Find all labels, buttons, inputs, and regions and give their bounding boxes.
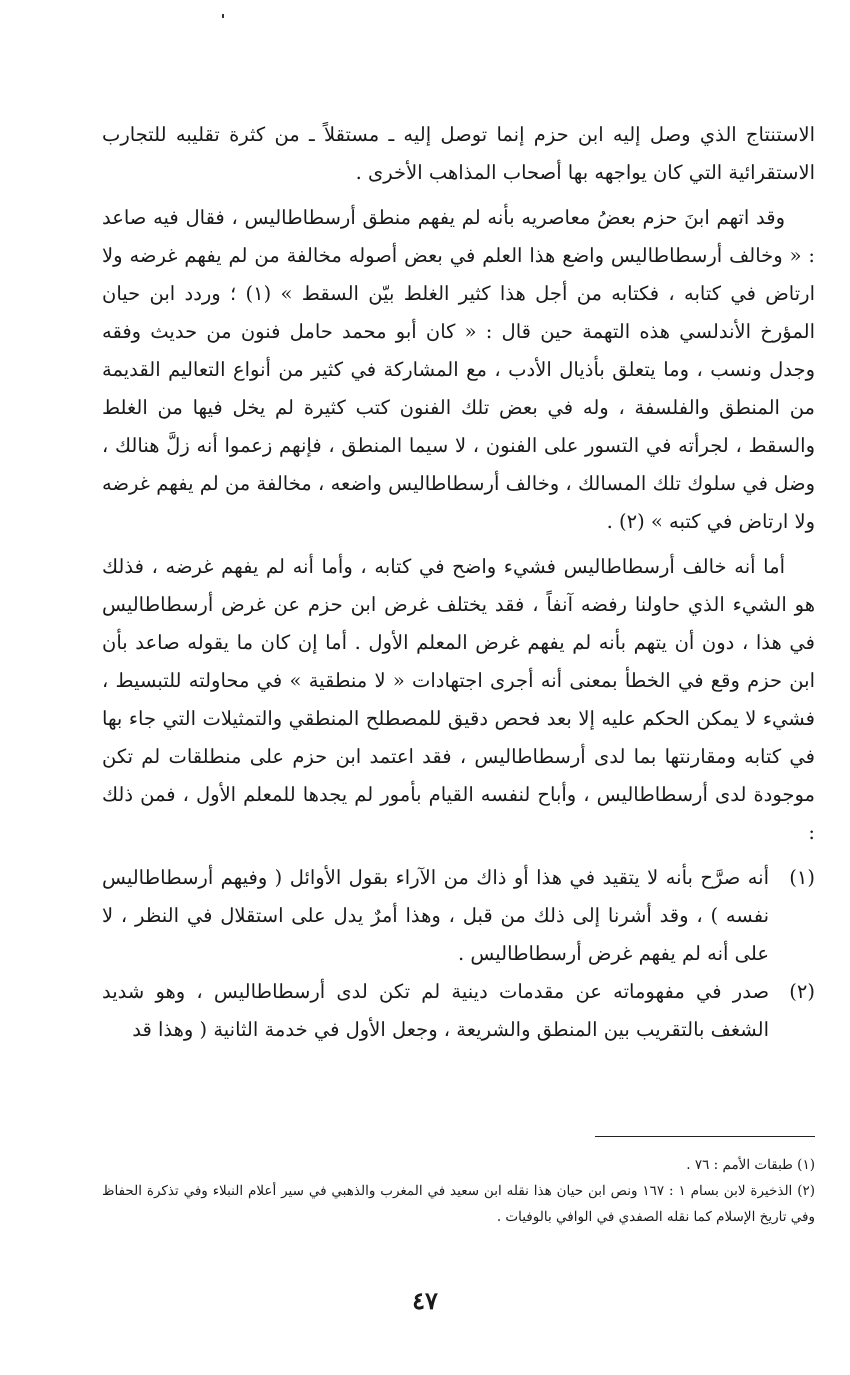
- footnotes: [102, 1152, 815, 1230]
- main-text: [102, 116, 815, 1049]
- numbered-list: [102, 859, 815, 1049]
- footnote: (٢) الذخيرة لابن بسام ١ : ١٦٧ ونص ابن حيان هذا نقله ابن سعيد في المغرب والذهبي في سير أعلام النبلاء وفي تذكرة الحفاظ وفي تاريخ الإسلام كما نقله الصفدي في الوافي بالوفيات .: [102, 1183, 816, 1225]
- paragraph: وقد اتهم ابنَ حزم بعضُ معاصريه بأنه لم يفهم منطق أرسطاطاليس ، فقال فيه صاعد : « وخالف أرسطاطاليس واضع هذا العلم في بعض أصوله مخالفة من لم يفهم غرضه ولا ارتاض في كتابه ، فكتابه من أجل هذا كثير الغلط بيّن السقط » (١) ؛ وردد ابن حيان المؤرخ الأندلسي هذه التهمة حين قال : « كان أبو محمد حامل فنون من حديث وفقه وجدل ونسب ، وما يتعلق بأذيال الأدب ، مع المشاركة في كثير من أنواع التعاليم القديمة من المنطق والفلسفة ، وله في بعض تلك الفنون كتب كثيرة لم يخل فيها من الغلط والسقط ، لجرأته في التسور على الفنون ، لا سيما المنطق ، فإنهم زعموا أنه زلَّ هنالك ، وضل في سلوك تلك المسالك ، وخالف أرسطاطاليس واضعه ، مخالفة من لم يفهم غرضه ولا ارتاض في كتبه » (٢) .: [102, 206, 815, 533]
- list-item: [102, 859, 815, 973]
- footnote-separator: [595, 1136, 815, 1137]
- list-number: (٢): [789, 980, 815, 1003]
- paragraph: الاستنتاج الذي وصل إليه ابن حزم إنما توصل إليه ـ مستقلاً ـ من كثرة تقليبه للتجارب الاستقرائية التي كان يواجهه بها أصحاب المذاهب الأخرى .: [102, 123, 815, 184]
- footnote: (١) طبقات الأمم : ٧٦ .: [686, 1157, 815, 1173]
- list-item: [102, 973, 815, 1049]
- list-number: (١): [789, 866, 815, 889]
- list-text: صدر في مفهوماته عن مقدمات دينية لم تكن لدى أرسطاطاليس ، وهو شديد الشغف بالتقريب بين المنطق والشريعة ، وجعل الأول في خدمة الثانية ( وهذا قد: [102, 980, 769, 1041]
- list-text: أنه صرَّح بأنه لا يتقيد في هذا أو ذاك من الآراء بقول الأوائل ( وفيهم أرسطاطاليس نفسه ) ، وقد أشرنا إلى ذلك من قبل ، وهذا أمرٌ يدل على استقلال في النظر ، لا على أنه لم يفهم غرض أرسطاطاليس .: [102, 866, 769, 965]
- paragraph: أما أنه خالف أرسطاطاليس فشيء واضح في كتابه ، وأما أنه لم يفهم غرضه ، فذلك هو الشيء الذي حاولنا رفضه آنفاً ، فقد يختلف غرض ابن حزم عن غرض أرسطاطاليس في هذا ، دون أن يتهم بأنه لم يفهم غرض المعلم الأول . أما إن كان ما يقوله صاعد بأن ابن حزم وقع في الخطأ بمعنى أنه أجرى اجتهادات « لا منطقية » في محاولته للتبسيط ، فشيء لا يمكن الحكم عليه إلا بعد فحص دقيق للمصطلح المنطقي والتمثيلات التي جاء بها في كتابه ومقارنتها بما لدى أرسطاطاليس ، فقد اعتمد ابن حزم على منطلقات لم تكن موجودة لدى أرسطاطاليس ، وأباح لنفسه القيام بأمور لم يجدها للمعلم الأول ، فمن ذلك :: [102, 555, 815, 844]
- print-mark: [222, 14, 224, 18]
- page-number: ٤٧: [412, 1286, 438, 1315]
